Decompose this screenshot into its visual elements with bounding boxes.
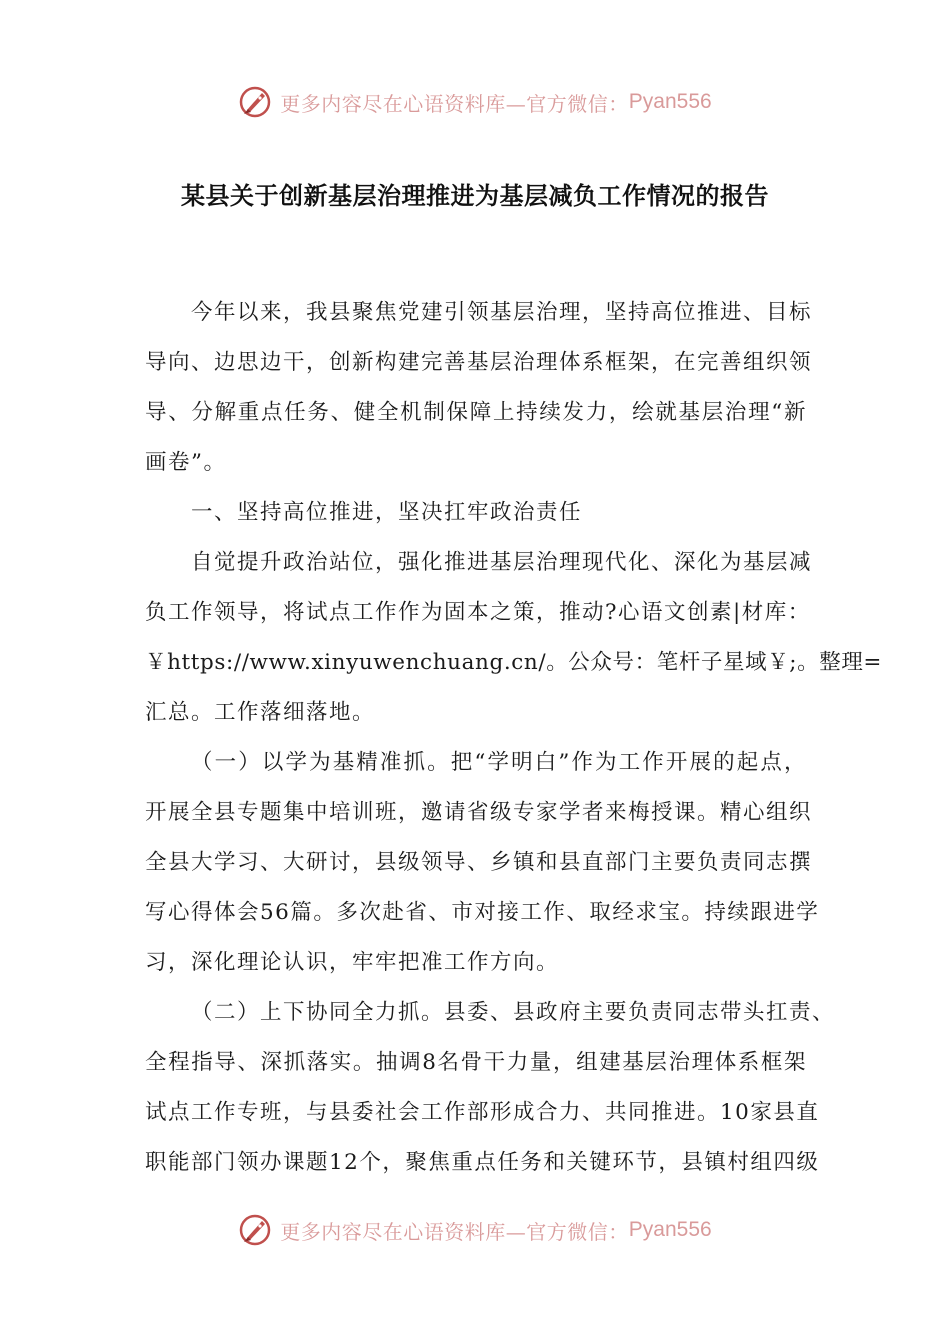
body-line: 习，深化理论认识，牢牢把准工作方向。 — [145, 950, 560, 975]
body-line: 导、分解重点任务、健全机制保障上持续发力，绘就基层治理“新 — [145, 400, 807, 425]
footer-watermark — [0, 1210, 950, 1250]
body-line: 写心得体会56篇。多次赴省、市对接工作、取经求宝。持续跟进学 — [145, 900, 820, 925]
body-line: 自觉提升政治站位，强化推进基层治理现代化、深化为基层减 — [191, 550, 813, 575]
body-line: 负工作领导，将试点工作作为固本之策，推动?心语文创素|材库： — [145, 600, 811, 625]
header-watermark — [0, 82, 950, 122]
watermark-text: 更多内容尽在心语资料库—官方微信： — [280, 1219, 629, 1244]
body-line: （一）以学为基精准抓。把“学明白”作为工作开展的起点， — [191, 750, 807, 775]
body-line: 开展全县专题集中培训班，邀请省级专家学者来梅授课。精心组织 — [145, 800, 813, 825]
watermark-wechat-id: Pyan556 — [628, 90, 712, 113]
body-line: 今年以来，我县聚焦党建引领基层治理，坚持高位推进、目标 — [191, 300, 813, 325]
document-body — [145, 291, 883, 1191]
body-line: （二）上下协同全力抓。县委、县政府主要负责同志带头扛责、 — [191, 1000, 836, 1025]
body-line: 职能部门领办课题12个，聚焦重点任务和关键环节，县镇村组四级 — [145, 1150, 820, 1175]
body-line: 全程指导、深抓落实。抽调8名骨干力量，组建基层治理体系框架 — [145, 1050, 807, 1075]
body-line: ￥https://www.xinyuwenchuang.cn/。公众号：笔杆子星域￥;。整理= — [145, 650, 883, 675]
watermark-text: 更多内容尽在心语资料库—官方微信： — [280, 91, 629, 116]
body-line: 导向、边思边干，创新构建完善基层治理体系框架，在完善组织领 — [145, 350, 813, 375]
pen-nib-logo-icon — [238, 85, 272, 119]
body-line: 汇总。工作落细落地。 — [145, 700, 376, 725]
body-line: 试点工作专班，与县委社会工作部形成合力、共同推进。10家县直 — [145, 1100, 820, 1125]
pen-nib-logo-icon — [238, 1213, 272, 1247]
body-line: 画卷”。 — [145, 450, 227, 475]
body-line: 全县大学习、大研讨，县级领导、乡镇和县直部门主要负责同志撰 — [145, 850, 813, 875]
watermark-wechat-id: Pyan556 — [628, 1218, 712, 1241]
section-heading: 一、坚持高位推进，坚决扛牢政治责任 — [191, 500, 583, 525]
document-title: 某县关于创新基层治理推进为基层减负工作情况的报告 — [181, 182, 769, 210]
